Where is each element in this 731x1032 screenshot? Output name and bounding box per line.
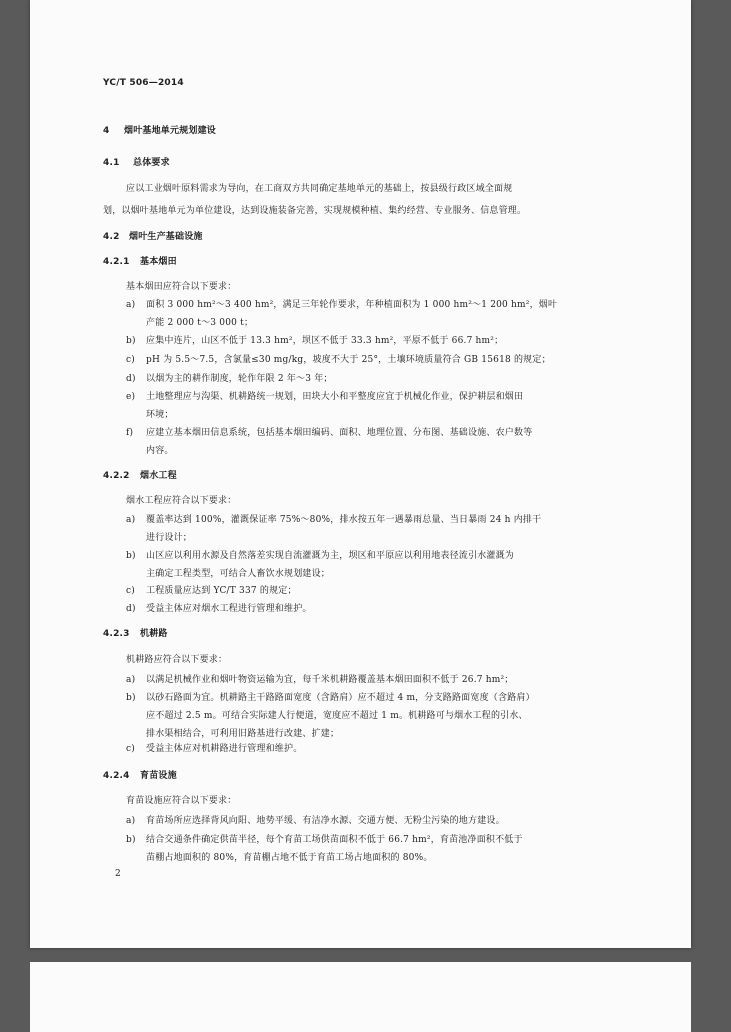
list-marker: e) bbox=[126, 392, 136, 402]
section-title: 烟叶生产基础设施 bbox=[129, 232, 203, 242]
list-item-text: 结合交通条件确定供苗半径，每个育苗工场供苗面积不低于 66.7 hm²，育苗池净面积不低于 bbox=[146, 835, 523, 845]
list-intro: 基本烟田应符合以下要求： bbox=[126, 282, 237, 292]
section-number: 4.2 bbox=[103, 232, 120, 242]
running-header: YC/T 506—2014 bbox=[103, 78, 184, 88]
list-item-text: 以满足机械作业和烟叶物资运输为宜，每千米机耕路覆盖基本烟田面积不低于 26.7 hm²； bbox=[146, 675, 514, 685]
subsection-number: 4.2.3 bbox=[103, 629, 130, 639]
list-marker: b) bbox=[126, 693, 136, 703]
list-intro: 烟水工程应符合以下要求： bbox=[126, 496, 237, 506]
list-marker: a) bbox=[126, 816, 136, 826]
list-intro: 育苗设施应符合以下要求： bbox=[126, 796, 237, 806]
list-item-text: 受益主体应对烟水工程进行管理和维护。 bbox=[146, 604, 312, 614]
list-item-text: pH 为 5.5～7.5，含氯量≤30 mg/kg，坡度不大于 25°，土壤环境质量符合 GB 15618 的规定； bbox=[146, 355, 551, 365]
subsection-title: 机耕路 bbox=[140, 629, 168, 639]
list-intro: 机耕路应符合以下要求： bbox=[126, 655, 228, 665]
list-marker: d) bbox=[126, 604, 136, 614]
list-marker: b) bbox=[126, 835, 136, 845]
list-item-text: 以砂石路面为宜。机耕路主干路路面宽度（含路肩）应不超过 4 m，分支路路面宽度（含路肩） bbox=[146, 693, 535, 703]
section-number: 4.1 bbox=[103, 158, 120, 168]
subsection-number: 4.2.4 bbox=[103, 771, 130, 781]
list-item-text: 应集中连片，山区不低于 13.3 hm²，坝区不低于 33.3 hm²，平原不低于 66.7 hm²； bbox=[146, 336, 504, 346]
list-item-text: 苗棚占地面积的 80%，育苗棚占地不低于育苗工场占地面积的 80%。 bbox=[146, 853, 433, 863]
page-number: 2 bbox=[115, 869, 121, 879]
list-marker: b) bbox=[126, 551, 136, 561]
list-item-text: 覆盖率达到 100%，灌溉保证率 75%～80%，排水按五年一遇暴雨总量、当日暴雨 24 h 内排干 bbox=[146, 515, 542, 525]
list-item-text: 产能 2 000 t～3 000 t； bbox=[146, 318, 254, 328]
subsection-title: 烟水工程 bbox=[140, 471, 177, 481]
list-item-text: 工程质量应达到 YC/T 337 的规定； bbox=[146, 586, 297, 596]
list-marker: b) bbox=[126, 336, 136, 346]
list-item-text: 应建立基本烟田信息系统，包括基本烟田编码、面积、地理位置、分布图、基础设施、农户数等 bbox=[146, 428, 533, 438]
list-marker: a) bbox=[126, 515, 136, 525]
list-item-text: 山区应以利用水源及自然落差实现自流灌溉为主，坝区和平原应以利用地表径流引水灌溉为 bbox=[146, 551, 515, 561]
list-marker: a) bbox=[126, 300, 136, 310]
list-item-text: 环境； bbox=[146, 410, 174, 420]
subsection-number: 4.2.1 bbox=[103, 257, 130, 267]
subsection-title: 基本烟田 bbox=[140, 257, 177, 267]
section-title: 烟叶基地单元规划建设 bbox=[124, 126, 217, 136]
list-marker: d) bbox=[126, 374, 136, 384]
next-page bbox=[30, 962, 691, 1032]
list-item-text: 主确定工程类型，可结合人畜饮水规划建设； bbox=[146, 569, 331, 579]
list-item-text: 面积 3 000 hm²～3 400 hm²，满足三年轮作要求，年种植面积为 1 000 hm²～1 200 hm²，烟叶 bbox=[146, 300, 558, 310]
list-marker: c) bbox=[126, 744, 135, 754]
list-item-text: 育苗场所应选择背风向阳、地势平缓、有洁净水源、交通方便、无粉尘污染的地方建设。 bbox=[146, 816, 505, 826]
list-marker: f) bbox=[126, 428, 134, 438]
section-title: 总体要求 bbox=[133, 158, 170, 168]
list-item-text: 排水渠相结合，可利用旧路基进行改建、扩建； bbox=[146, 729, 340, 739]
list-marker: a) bbox=[126, 675, 136, 685]
list-item-text: 应不超过 2.5 m。可结合实际建人行便道，宽度应不超过 1 m。机耕路可与烟水工程的引水、 bbox=[146, 711, 528, 721]
document-page bbox=[30, 0, 691, 948]
list-item-text: 内容。 bbox=[146, 446, 174, 456]
section-number: 4 bbox=[103, 126, 110, 136]
list-marker: c) bbox=[126, 586, 135, 596]
list-item-text: 进行设计； bbox=[146, 533, 193, 543]
list-item-text: 以烟为主的耕作制度，轮作年限 2 年～3 年； bbox=[146, 374, 333, 384]
list-marker: c) bbox=[126, 355, 135, 365]
list-item-text: 土地整理应与沟渠、机耕路统一规划，田块大小和平整度应宜于机械化作业，保护耕层和烟田 bbox=[146, 392, 524, 402]
paragraph-line: 划，以烟叶基地单元为单位建设，达到设施装备完善，实现规模种植、集约经营、专业服务、信息管理。 bbox=[103, 206, 527, 216]
list-item-text: 受益主体应对机耕路进行管理和维护。 bbox=[146, 744, 303, 754]
subsection-title: 育苗设施 bbox=[140, 771, 177, 781]
subsection-number: 4.2.2 bbox=[103, 471, 130, 481]
paragraph-line: 应以工业烟叶原料需求为导向，在工商双方共同确定基地单元的基础上，按县级行政区域全面规 bbox=[126, 184, 513, 194]
